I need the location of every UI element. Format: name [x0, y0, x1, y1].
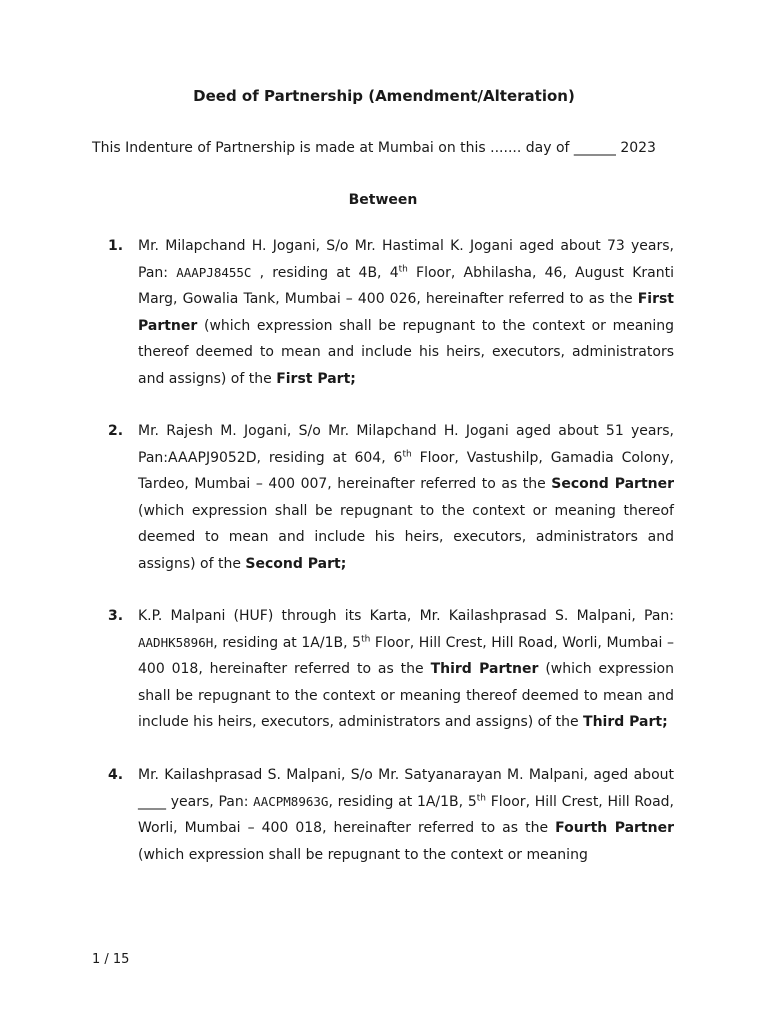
- party-address: Floor, Hill Crest, Hill Road, Worli, Mumbai – 400 018, hereinafter referred to as the: [138, 793, 675, 836]
- party-role: First Partner: [138, 291, 674, 334]
- party-second: [108, 418, 674, 577]
- party-text: [138, 233, 674, 392]
- party-pan: AAAPJ9052D: [167, 449, 257, 466]
- party-role: Third Partner: [430, 661, 539, 677]
- party-name: Mr. Kailashprasad S. Malpani, S/o Mr. Satyanarayan M. Malpani, aged about ____ years, Pan:: [138, 767, 674, 810]
- party-number: 4.: [108, 767, 124, 783]
- party-residing: , residing at 604, 6: [256, 449, 403, 466]
- party-part: First Part;: [276, 370, 356, 387]
- party-third: [108, 603, 674, 736]
- party-text: [138, 418, 674, 577]
- document-title: Deed of Partnership (Amendment/Alteration): [193, 87, 575, 105]
- party-pan: AAAPJ8455C: [176, 264, 252, 280]
- party-pan: AACPM8963G: [253, 793, 329, 809]
- party-name: Mr. Milapchand H. Jogani, S/o Mr. Hastimal K. Jogani aged about 73 years, Pan:: [138, 238, 674, 281]
- party-name: Mr. Rajesh M. Jogani, S/o Mr. Milapchand H. Jogani aged about 51 years, Pan:: [138, 423, 674, 466]
- party-clause: (which expression shall be repugnant to the context or meaning: [138, 846, 588, 863]
- party-address: Floor, Vastushilp, Gamadia Colony, Tardeo, Mumbai – 400 007, hereinafter referred to as the: [138, 449, 674, 492]
- party-clause: (which expression shall be repugnant to the context or meaning thereof deemed to mean and include his heirs, executors, administrators and assigns) of the: [138, 661, 674, 730]
- floor-superscript: th: [361, 633, 371, 644]
- party-text: [138, 603, 674, 736]
- party-residing: , residing at 1A/1B, 5: [213, 634, 362, 651]
- floor-superscript: th: [402, 448, 412, 459]
- indenture-intro: This Indenture of Partnership is made at Mumbai on this ....... day of ______ 2023: [92, 140, 656, 156]
- page-number: 1 / 15: [92, 952, 130, 967]
- party-clause: (which expression shall be repugnant to the context or meaning thereof deemed to mean and include his heirs, executors, administrators and assigns) of the: [138, 502, 674, 572]
- party-residing: , residing at 4B, 4: [259, 264, 399, 281]
- party-role: Second Partner: [551, 476, 675, 492]
- party-address: Floor, Abhilasha, 46, August Kranti Marg, Gowalia Tank, Mumbai – 400 026, hereinafter referred to as the: [138, 264, 675, 307]
- party-number: 2.: [108, 423, 124, 439]
- party-part: Second Part;: [245, 555, 347, 572]
- party-number: 3.: [108, 608, 124, 624]
- party-number: 1.: [108, 238, 124, 254]
- party-pan: AADHK5896H: [138, 634, 214, 650]
- floor-superscript: th: [398, 263, 408, 274]
- party-role: Fourth Partner: [555, 820, 674, 836]
- between-heading: Between: [348, 192, 418, 208]
- party-residing: , residing at 1A/1B, 5: [328, 793, 477, 810]
- floor-superscript: th: [476, 792, 486, 803]
- party-address: Floor, Hill Crest, Hill Road, Worli, Mumbai – 400 018, hereinafter referred to as the: [138, 634, 674, 677]
- party-name: K.P. Malpani (HUF) through its Karta, Mr. Kailashprasad S. Malpani, Pan:: [138, 608, 674, 624]
- party-part: Third Part;: [583, 714, 668, 730]
- party-first: [108, 233, 674, 392]
- party-text: [138, 762, 674, 868]
- party-fourth: [108, 762, 674, 868]
- party-clause: (which expression shall be repugnant to the context or meaning thereof deemed to mean and include his heirs, executors, administrators and assigns) of the: [138, 317, 674, 387]
